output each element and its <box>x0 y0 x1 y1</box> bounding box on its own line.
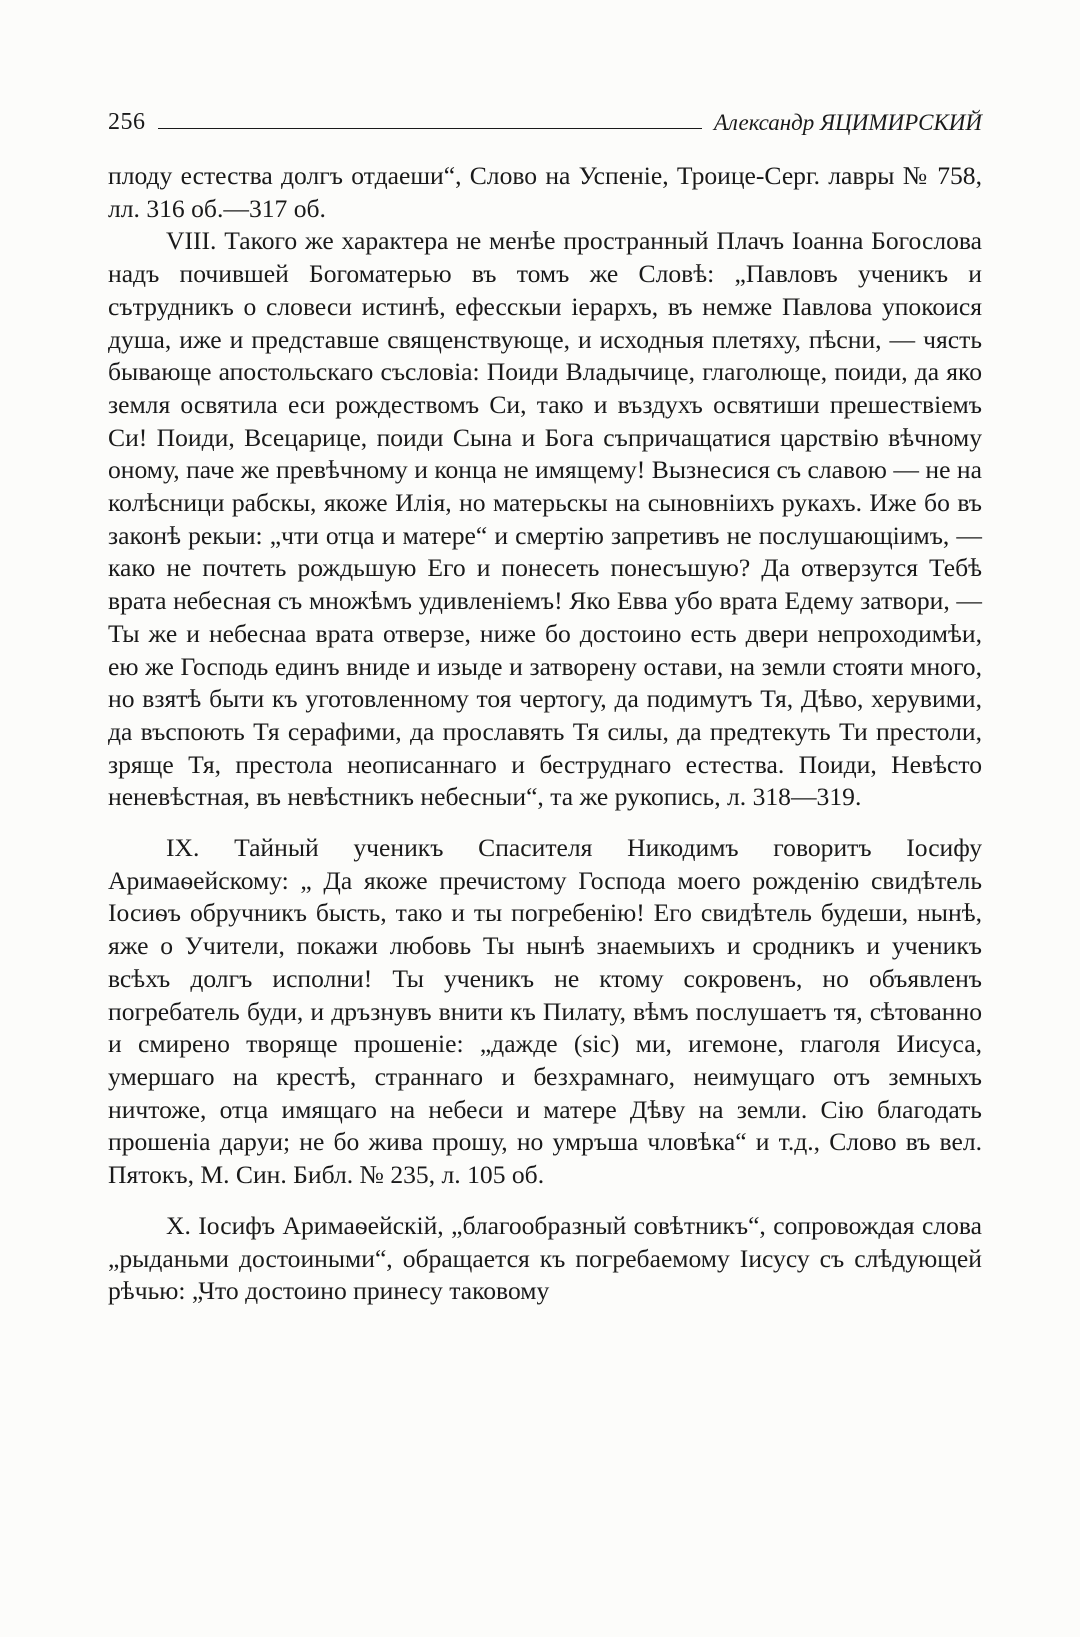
paragraph-x: X. Іосифъ Аримаѳейскій, „благообразный совѣтникъ“, сопровождая слова „рыданьми достоиными“, обращается къ погребаемому Іисусу съ слѣдующей рѣчью: „Что достоино принесу таковому <box>108 1210 982 1306</box>
paragraph-viii: VIII. Такого же характера не менѣе пространный Плачъ Іоанна Богослова надъ почившей Богоматерью въ томъ же Словѣ: „Павловъ ученикъ и сътрудникъ о словеси истинѣ, ефесскыи іерархъ, въ немже Павлова упокоися душа, иже и представше священствующе, и исходныя плетяху, пѣсни, — чясть бывающе апостольскаго съсловіа: Поиди Владычице, глаголюще, поиди, да яко земля освятила еси рождествомъ Си, тако и въздухъ освятиши прешествіемъ Си! Поиди, Всецарице, поиди Сына и Бога съпричащатися царствію вѣчному оному, паче же превѣчному и конца не имящему! Вызнесися съ славою — не на колѣсници рабскы, якоже Илія, но матерьскы на сыновніихъ рукахъ. Иже бо въ законѣ рекыи: „чти отца и матере“ и смертію запретивъ не послушающіимъ, — како не почтеть рождьшую Его и понесеть понесъшую? Да отверзутся Тебѣ врата небесная съ множѣмъ удивленіемъ! Яко Евва убо врата Едему затвори, — Ты же и небеснаа врата отверзе, ниже бо достоино есть двери непроходимѣи, ею же Господь единъ вниде и изыде и затворену остави, на земли стояти много, но взятѣ быти къ уготовленному тоя чертогу, да подимутъ Тя, Дѣво, херувими, да въспоють Тя серафими, да прославять Тя силы, да предтекуть Ти престоли, зряще Тя, престола неописаннаго и беструднаго естества. Поиди, Невѣсто неневѣстная, въ невѣстникъ небесныи“, та же рукопись, л. 318—319. <box>108 226 982 812</box>
header-rule <box>158 128 702 129</box>
paragraph-ix: IX. Тайный ученикъ Спасителя Никодимъ говоритъ Іосифу Аримаѳейскому: „ Да якоже пречистому Господа моего рожденію свидѣтель Іосиѳъ обручникъ бысть, тако и ты погребенію! Его свидѣтель будеши, нынѣ, яже о Учители, покажи любовь Ты нынѣ знаемыихъ и сродникъ и ученикъ всѣхъ долгъ исполни! Ты ученикъ не ктому сокровенъ, но объявленъ погребатель буди, и дръзнувъ внити къ Пилату, вѣмъ послушаетъ тя, сѣтованно и смирено творяще прошеніе: „дажде (sic) ми, игемоне, глаголя Иисуса, умершаго на крестѣ, страннаго и безхрамнаго, неимущаго отъ земныхъ ничтоже, отца имящаго на небеси и матере Дѣву на земли. Сію благодать прошеніа даруи; не бо жива прошу, но умръша чловѣка“ и т.д., Слово въ вел. Пятокъ, М. Син. Библ. № 235, л. 105 об. <box>108 833 982 1190</box>
running-head-author: Александр ЯЦИМИРСКИЙ <box>713 110 982 135</box>
running-head <box>108 96 982 136</box>
page-number: 256 <box>108 109 146 135</box>
body-text <box>108 160 982 1308</box>
book-page <box>108 96 982 1308</box>
paragraph-continuation: плоду естества долгъ отдаеши“, Слово на Успеніе, Троице-Серг. лавры № 758, лл. 316 об.—317 об. <box>108 161 982 223</box>
